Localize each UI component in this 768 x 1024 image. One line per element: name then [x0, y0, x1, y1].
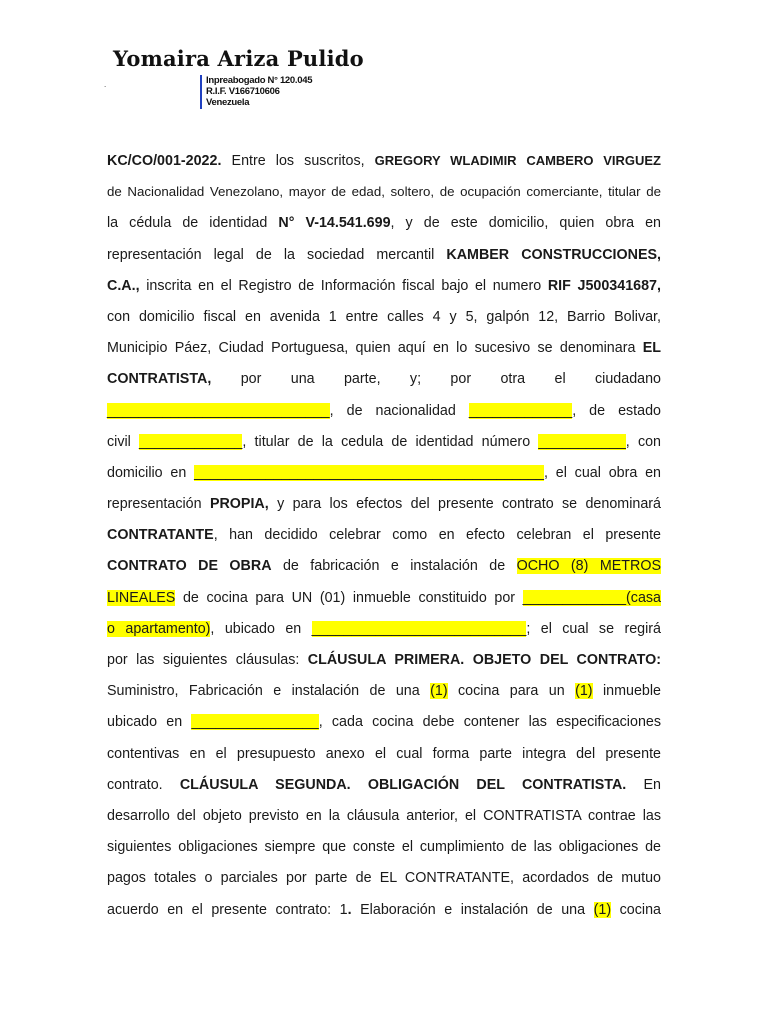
line-text: , de estado [572, 402, 661, 419]
blank-civil-status: _____________ [139, 433, 243, 450]
contract-line [107, 743, 661, 774]
contract-code: KC/CO/001-2022. [107, 153, 222, 169]
party-el: EL [642, 340, 661, 357]
blank-nationality: _____________ [468, 402, 573, 419]
contract-line [107, 400, 661, 431]
contract-line [107, 431, 661, 462]
highlight-lineales: LINEALES [107, 589, 176, 606]
company-name: KAMBER CONSTRUCCIONES, [446, 246, 661, 263]
blank-location: ________________ [191, 714, 319, 731]
line-text: En [626, 776, 661, 793]
line-text: siguientes obligaciones siempre que conste el cumplimiento de las obligaciones de [107, 839, 661, 856]
contract-line [107, 368, 661, 399]
contract-line [107, 150, 661, 181]
line-text: de fabricación e instalación de [271, 558, 517, 575]
line-text: , y de este domicilio, quien obra en [390, 215, 661, 232]
contract-line [107, 493, 661, 524]
line-text: , ubicado en [210, 620, 312, 637]
line-text: Suministro, Fabricación e instalación de una [107, 683, 431, 700]
line-text: por una parte, y; por otra el ciudadano [211, 371, 661, 388]
line-text: , de nacionalidad [329, 402, 469, 419]
contractor-id-number: N° V-14.541.699 [278, 215, 391, 232]
contractor-rep-name: GREGORY WLADIMIR CAMBERO VIRGUEZ [374, 153, 662, 168]
highlight-quantity: (1) [593, 901, 612, 918]
line-text: y para los efectos del presente contrato se denominará [268, 496, 661, 513]
line-text: ; el cual se regirá [526, 620, 662, 637]
letterhead-inpreabogado: Inpreabogado N° 120.045 [206, 75, 313, 86]
line-text: civil [107, 433, 140, 450]
term-contrato-de-obra: CONTRATO DE OBRA [107, 558, 272, 575]
contract-line [107, 867, 661, 898]
contract-line [107, 275, 661, 306]
bold-dot: . [347, 901, 352, 918]
highlight-quantity: (1) [575, 683, 593, 700]
line-text: la cédula de identidad [107, 215, 279, 232]
line-text: , el cual obra en [543, 464, 662, 481]
highlight-property-type: o apartamento) [107, 620, 211, 637]
line-text: , cada cocina debe contener las especificaciones [318, 714, 661, 731]
line-text: Elaboración e instalación de una [351, 901, 594, 918]
letterhead-dot: . [104, 80, 107, 89]
contract-line [107, 680, 661, 711]
contract-line [107, 711, 661, 742]
letterhead-info [200, 75, 312, 109]
line-text: , han decidido celebrar como en efecto celebran el presente [213, 527, 661, 544]
contract-line [107, 649, 661, 680]
blank-client-address: ____________________________________________ [194, 464, 544, 481]
blank-client-id: ___________ [538, 433, 626, 450]
highlight-meters: OCHO (8) METROS [516, 558, 661, 575]
contract-line [107, 555, 661, 586]
term-propia: PROPIA, [209, 496, 269, 513]
letterhead-country: Venezuela [206, 97, 250, 108]
contract-line [107, 462, 661, 493]
line-text: representación [107, 496, 210, 513]
line-text: , con [625, 433, 661, 450]
blank-property-type: _____________(casa [522, 589, 661, 606]
contract-line [107, 337, 661, 368]
party-contratista: CONTRATISTA, [107, 371, 212, 388]
line-text: Entre los suscritos, [221, 153, 375, 169]
line-text: pagos totales o parciales por parte de EL CONTRATANTE, acordados de mutuo [107, 870, 661, 887]
line-text: acuerdo en el presente contrato: 1 [107, 901, 348, 918]
highlight-quantity: (1) [430, 683, 448, 700]
line-text: , titular de la cedula de identidad número [242, 433, 539, 450]
contract-line [107, 899, 661, 930]
letterhead-name: Yomaira Ariza Pulido [113, 46, 364, 71]
contract-line [107, 587, 661, 618]
company-rif: RIF J500341687, [547, 277, 661, 294]
contract-line [107, 618, 661, 649]
contract-line [107, 524, 661, 555]
line-text: representación legal de la sociedad mercantil [107, 246, 447, 263]
party-contratante: CONTRATANTE [107, 527, 214, 544]
contract-line [107, 244, 661, 275]
letterhead-rif: R.I.F. V166710606 [206, 86, 280, 97]
clause-second-heading: CLÁUSULA SEGUNDA. OBLIGACIÓN DEL CONTRATISTA. [179, 776, 627, 793]
contract-line [107, 836, 661, 867]
line-text: por las siguientes cláusulas: [107, 652, 308, 668]
line-text: ubicado en [107, 714, 192, 731]
contract-line [107, 181, 661, 212]
line-text: de Nacionalidad Venezolano, mayor de edad, soltero, de ocupación comerciante, titular de [107, 184, 661, 200]
line-text: domicilio en [107, 464, 195, 481]
blank-client-name: ____________________________ [107, 402, 330, 419]
line-text: cocina para un [447, 683, 576, 700]
line-text: con domicilio fiscal en avenida 1 entre calles 4 y 5, galpón 12, Barrio Bolivar, [107, 308, 661, 325]
line-text: Municipio Páez, Ciudad Portuguesa, quien aquí en lo sucesivo se denominara [107, 340, 643, 357]
contract-line [107, 774, 661, 805]
line-text: desarrollo del objeto previsto en la cláusula anterior, el CONTRATISTA contrae las [107, 807, 661, 824]
line-text: cocina [611, 901, 661, 918]
contract-line [107, 306, 661, 337]
line-text: inscrita en el Registro de Información fiscal bajo el numero [139, 277, 548, 294]
contract-line [107, 212, 661, 243]
line-text: contrato. [107, 776, 180, 793]
blank-property-location: ___________________________ [311, 620, 527, 637]
company-suffix: C.A., [107, 277, 140, 294]
contract-body [107, 150, 661, 930]
clause-first-heading: CLÁUSULA PRIMERA. OBJETO DEL CONTRATO: [307, 652, 661, 668]
contract-line [107, 805, 661, 836]
line-text: contentivas en el presupuesto anexo el cual forma parte integra del presente [107, 745, 661, 762]
line-text: inmueble [592, 683, 662, 700]
line-text: de cocina para UN (01) inmueble constituido por [175, 589, 523, 606]
